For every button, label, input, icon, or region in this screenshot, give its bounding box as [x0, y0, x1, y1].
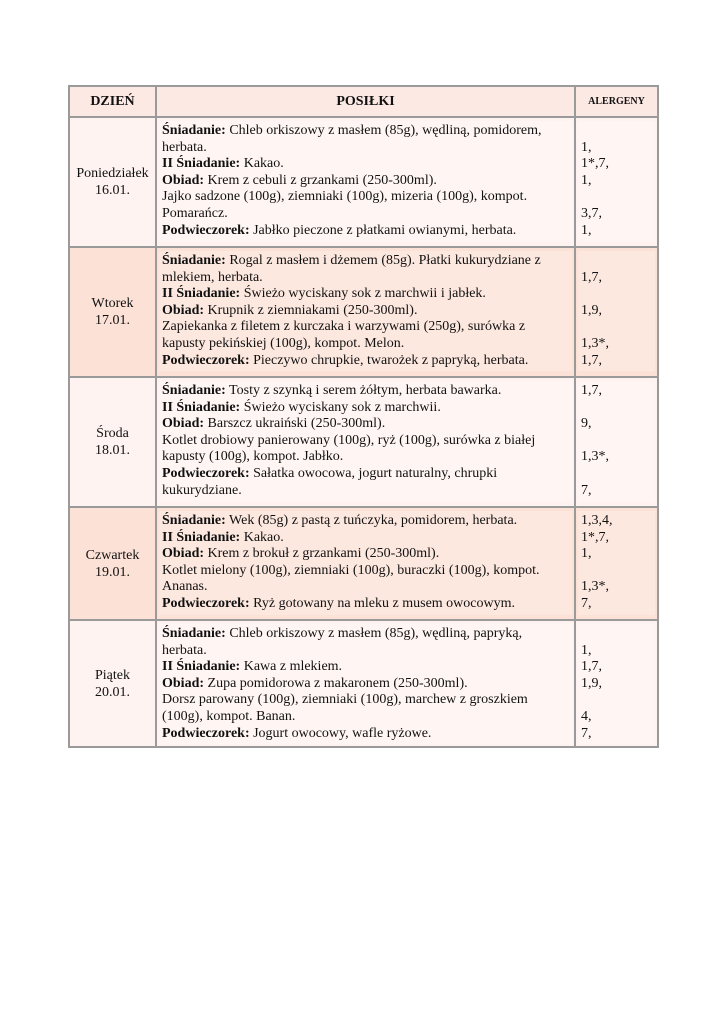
allergen-codes: 1,9, [581, 302, 602, 318]
header-row [69, 86, 658, 117]
day-name: Piątek [95, 667, 130, 683]
meal-item [162, 319, 569, 352]
day-cell [69, 377, 156, 507]
meal-text: Jabłko pieczone z płatkami owianymi, herbata. [249, 222, 517, 238]
allergen-codes: 1, [581, 546, 592, 562]
meal-label: II Śniadanie: [162, 529, 241, 545]
meal-text: Ryż gotowany na mleku z musem owocowym. [249, 595, 516, 611]
meal-text: Krem z cebuli z grzankami (250-300ml). [204, 172, 437, 188]
meal-item [162, 223, 569, 240]
allergen-codes: 1, [581, 642, 592, 658]
meal-item [162, 189, 569, 222]
meal-label: Śniadanie: [162, 383, 226, 398]
day-cell [69, 620, 156, 747]
allergen-codes: 3,7, [581, 205, 602, 221]
meal-item [162, 513, 569, 530]
day-label [93, 423, 132, 461]
meal-label: Obiad: [162, 675, 205, 691]
meal-text: Rogal z masłem i dżemem (85g). Płatki kukurydziane z mlekiem, herbata. [162, 253, 541, 285]
day-date: 16.01. [95, 183, 130, 198]
meal-item [162, 383, 569, 400]
meal-text: Krupnik z ziemniakami (250-300ml). [204, 302, 418, 318]
meal-label: II Śniadanie: [162, 399, 241, 415]
allergens-cell [575, 117, 658, 247]
day-date: 20.01. [95, 684, 130, 700]
allergen-codes: 4, [581, 708, 592, 724]
header-day: DZIEŃ [69, 86, 156, 117]
day-cell [69, 247, 156, 377]
meal-label: II Śniadanie: [162, 156, 241, 172]
allergen-codes: 7, [581, 482, 592, 498]
day-label [74, 163, 150, 201]
meal-item [162, 563, 569, 596]
meal-text: Zapiekanka z filetem z kurczaka i warzywami (250g), surówka z kapusty pekińskiej (100g), kompot. Melon. [162, 319, 526, 351]
meals-cell [156, 620, 575, 747]
table-row [69, 507, 658, 620]
meal-label: Śniadanie: [162, 513, 226, 528]
meal-item [162, 726, 569, 743]
meal-text: Kotlet drobiowy panierowany (100g), ryż (100g), surówka z białej kapusty (100g), kompot. Jabłko. [162, 432, 536, 465]
meal-text: Barszcz ukraiński (250-300ml). [204, 416, 386, 432]
allergens-cell [575, 247, 658, 377]
allergen-codes: 1, [581, 139, 592, 155]
allergen-codes: 1*,7, [581, 156, 609, 172]
header-allergens: ALERGENY [575, 86, 658, 117]
table-row [69, 377, 658, 507]
meal-item [162, 400, 569, 417]
meal-item [162, 253, 569, 286]
allergen-codes: 1,3*, [581, 335, 609, 351]
meal-label: Obiad: [162, 172, 205, 188]
meal-text: Jogurt owocowy, wafle ryżowe. [249, 725, 432, 741]
allergen-codes [581, 626, 652, 643]
meal-label: Podwieczorek: [162, 595, 250, 611]
meal-item [162, 286, 569, 303]
meal-item [162, 546, 569, 563]
allergen-codes: 1,7, [581, 383, 602, 398]
meal-item [162, 626, 569, 659]
meals-cell [156, 117, 575, 247]
meal-text: Kawa z mlekiem. [240, 659, 343, 675]
meal-text: Tosty z szynką i serem żółtym, herbata bawarka. [225, 383, 502, 398]
meal-text: Świeżo wyciskany sok z marchwii i jabłek. [240, 286, 486, 302]
table-row [69, 620, 658, 747]
table-row [69, 117, 658, 247]
meal-label: Śniadanie: [162, 123, 226, 138]
allergen-codes [581, 253, 652, 270]
allergen-codes [581, 563, 652, 580]
meal-text: Pieczywo chrupkie, twarożek z papryką, herbata. [249, 352, 529, 368]
meal-item [162, 596, 569, 613]
day-label [84, 545, 142, 583]
meal-item [162, 156, 569, 173]
meal-item [162, 530, 569, 547]
meal-text: Dorsz parowany (100g), ziemniaki (100g), marchew z groszkiem (100g), kompot. Banan. [162, 692, 528, 724]
meal-item [162, 659, 569, 676]
meal-text: Chleb orkiszowy z masłem (85g), wędliną, papryką, herbata. [162, 626, 523, 658]
meal-item [162, 676, 569, 693]
allergen-codes: 1,3*, [581, 449, 609, 465]
day-date: 18.01. [95, 443, 130, 458]
allergen-codes: 1,7, [581, 269, 602, 285]
meal-label: Podwieczorek: [162, 725, 250, 741]
meals-cell [156, 247, 575, 377]
day-label [90, 293, 136, 331]
meal-text: Jajko sadzone (100g), ziemniaki (100g), mizeria (100g), kompot. Pomarańcz. [162, 189, 528, 221]
meal-text: Kakao. [240, 529, 284, 545]
day-name: Poniedziałek [76, 166, 149, 181]
meal-item [162, 433, 569, 466]
allergen-codes: 9, [581, 416, 592, 432]
allergen-codes [581, 466, 652, 483]
allergen-codes: 1,3,4, [581, 513, 613, 528]
meal-text: Wek (85g) z pastą z tuńczyka, pomidorem, herbata. [225, 513, 518, 528]
meal-item [162, 416, 569, 433]
meal-label: Obiad: [162, 546, 205, 562]
day-date: 19.01. [95, 564, 130, 580]
meal-item [162, 303, 569, 320]
allergens-cell [575, 507, 658, 620]
day-name: Środa [96, 426, 129, 441]
day-cell [69, 507, 156, 620]
meals-cell [156, 507, 575, 620]
allergen-codes: 1, [581, 172, 592, 188]
day-cell [69, 117, 156, 247]
allergen-codes: 1,3*, [581, 579, 609, 595]
allergens-cell [575, 377, 658, 507]
meals-cell [156, 377, 575, 507]
meal-label: Obiad: [162, 416, 205, 432]
meal-text: Sałatka owocowa, jogurt naturalny, chrupki kukurydziane. [162, 465, 498, 498]
allergen-codes: 7, [581, 725, 592, 741]
day-date: 17.01. [94, 313, 130, 328]
meal-label: Podwieczorek: [162, 465, 250, 481]
day-name: Wtorek [91, 296, 134, 311]
meal-item [162, 123, 569, 156]
meal-text: Chleb orkiszowy z masłem (85g), wędliną, pomidorem, herbata. [162, 123, 542, 155]
meal-item [162, 353, 569, 370]
meal-text: Świeżo wyciskany sok z marchwii. [240, 399, 441, 415]
day-label [93, 665, 132, 703]
meal-text: Kakao. [240, 156, 284, 172]
table-row [69, 247, 658, 377]
weekly-menu-table [68, 85, 659, 748]
meal-label: II Śniadanie: [162, 659, 241, 675]
meal-label: Podwieczorek: [162, 222, 250, 238]
day-name: Czwartek [85, 547, 140, 563]
allergen-codes [581, 433, 652, 450]
meal-text: Krem z brokuł z grzankami (250-300ml). [204, 546, 440, 562]
allergen-codes [581, 189, 652, 206]
allergen-codes: 1,7, [581, 352, 602, 368]
allergen-codes: 7, [581, 595, 592, 611]
allergen-codes [581, 286, 652, 303]
meal-text: Kotlet mielony (100g), ziemniaki (100g), buraczki (100g), kompot. Ananas. [162, 562, 540, 595]
meal-item [162, 692, 569, 725]
allergen-codes: 1,7, [581, 659, 602, 675]
allergens-cell [575, 620, 658, 747]
header-meals: POSIŁKI [156, 86, 575, 117]
meal-item [162, 466, 569, 499]
meal-label: Obiad: [162, 302, 205, 318]
allergen-codes [581, 400, 652, 417]
meal-text: Zupa pomidorowa z makaronem (250-300ml). [204, 675, 468, 691]
meal-label: Śniadanie: [162, 253, 226, 268]
allergen-codes: 1,9, [581, 675, 602, 691]
meal-label: II Śniadanie: [162, 286, 241, 302]
allergen-codes [581, 692, 652, 709]
meal-item [162, 173, 569, 190]
allergen-codes [581, 123, 652, 140]
meal-label: Podwieczorek: [162, 352, 250, 368]
meal-label: Śniadanie: [162, 626, 226, 641]
allergen-codes: 1*,7, [581, 529, 609, 545]
allergen-codes: 1, [581, 222, 592, 238]
allergen-codes [581, 319, 652, 336]
